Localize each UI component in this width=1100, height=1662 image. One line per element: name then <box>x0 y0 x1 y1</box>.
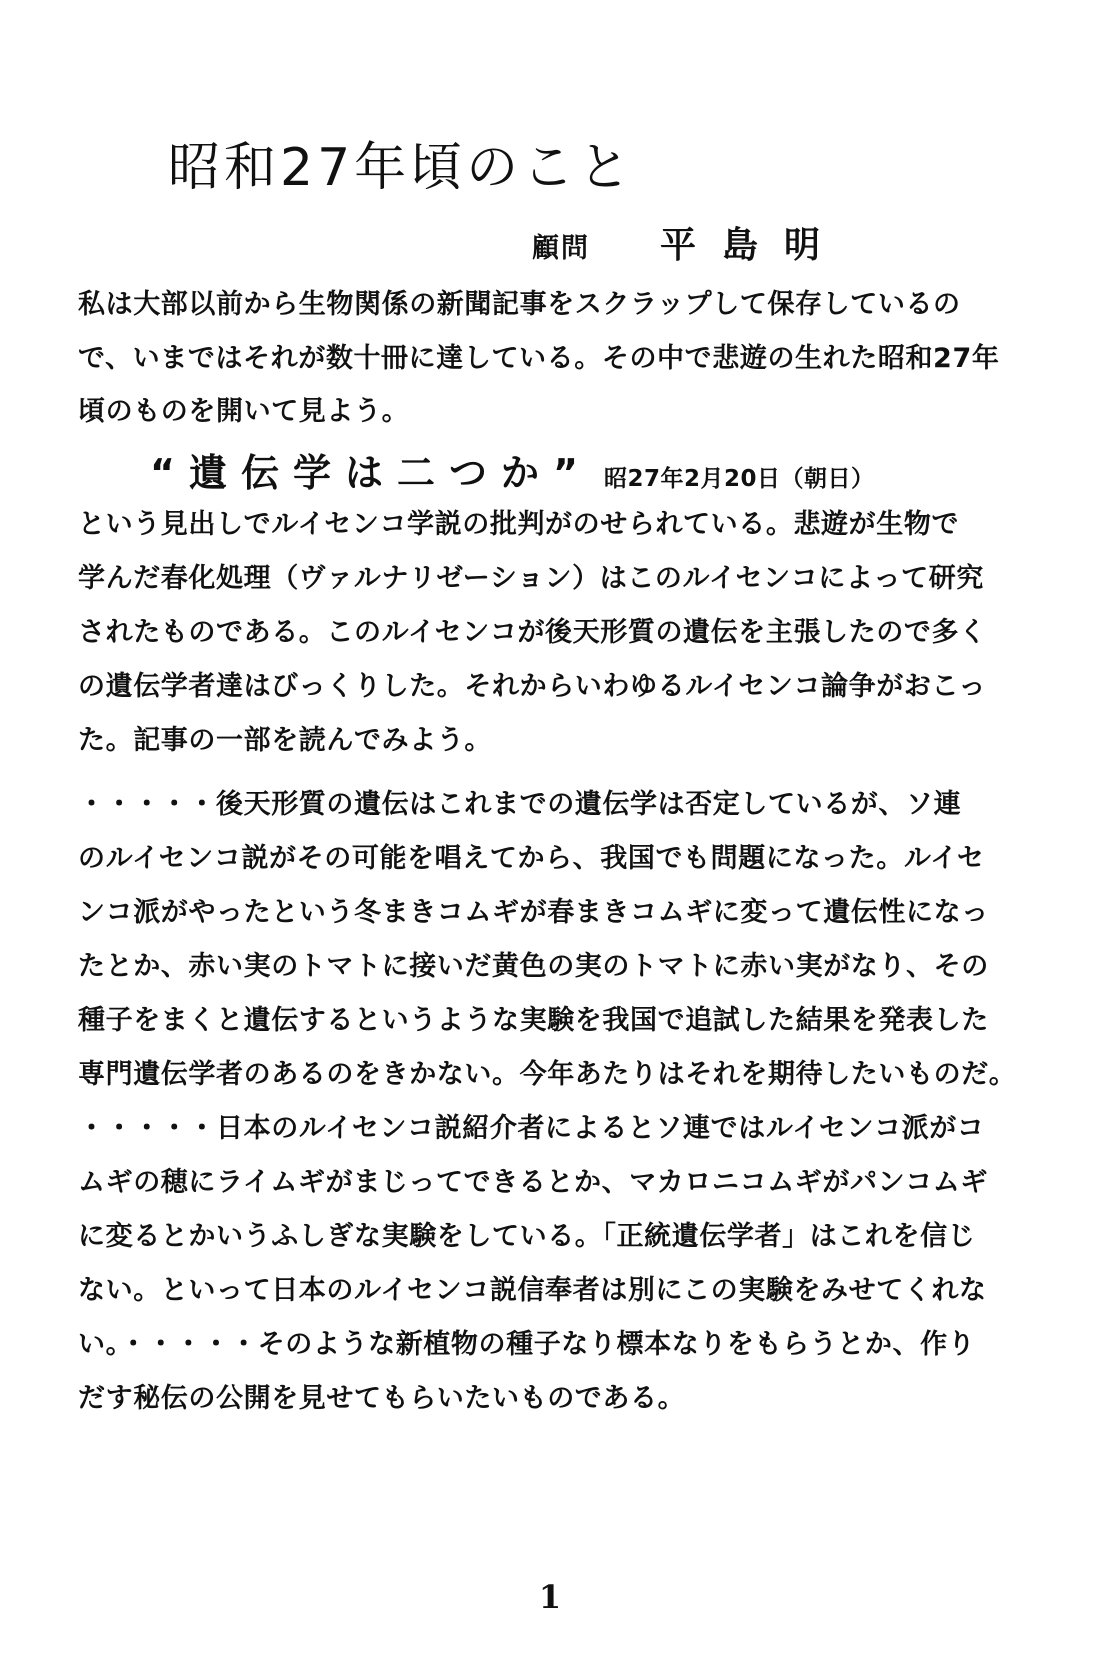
body-line: ない。といって日本のルイセンコ説信奉者は別にこの実験をみせてくれな <box>78 1275 987 1306</box>
body-line: ムギの穂にライムギがまじってできるとか、マカロニコムギがパンコムギ <box>78 1167 988 1198</box>
body-line: されたものである。このルイセンコが後天形質の遺伝を主張したので多く <box>78 617 987 648</box>
body-line: ・・・・・後天形質の遺伝はこれまでの遺伝学は否定しているが、ソ連 <box>78 789 962 820</box>
body-line: のルイセンコ説がその可能を唱えてから、我国でも問題になった。ルイセ <box>78 843 985 874</box>
body-line: という見出しでルイセンコ学説の批判がのせられている。悲遊が生物で <box>78 509 960 540</box>
headline-date: 昭27年2月20日（朝日） <box>603 466 875 492</box>
body-line: 専門遺伝学者のあるのをきかない。今年あたりはそれを期待したいものだ。 <box>78 1059 1017 1090</box>
article-title: 昭和27年頃のこと <box>168 138 635 198</box>
intro-line: 私は大部以前から生物関係の新聞記事をスクラップして保存しているの <box>78 289 961 320</box>
page-number: 1 <box>538 1578 562 1616</box>
body-line: い。・・・・・そのような新植物の種子なり標本なりをもらうとか、作り <box>78 1329 976 1360</box>
body-line: だす秘伝の公開を見せてもらいたいものである。 <box>78 1383 686 1414</box>
body-line: の遺伝学者達はびっくりした。それからいわゆるルイセンコ論争がおこっ <box>78 671 987 702</box>
byline <box>532 224 846 271</box>
author-name: 平島明 <box>660 225 847 266</box>
quoted-headline <box>150 448 874 506</box>
body-line: 種子をまくと遺伝するというような実験を我国で追試した結果を発表した <box>78 1005 989 1036</box>
body-line: たとか、赤い実のトマトに接いだ黄色の実のトマトに赤い実がなり、その <box>78 951 989 982</box>
body-line: に変るとかいうふしぎな実験をしている。「正統遺伝学者」はこれを信じ <box>78 1221 976 1252</box>
headline-text: “遺伝学は二つか” <box>150 451 592 495</box>
body-line: 学んだ春化処理（ヴァルナリゼーション）はこのルイセンコによって研究 <box>78 563 984 594</box>
author-role: 顧問 <box>532 233 590 264</box>
intro-line: で、いまではそれが数十冊に達している。その中で悲遊の生れた昭和27年 <box>78 343 1000 374</box>
body-line: ンコ派がやったという冬まきコムギが春まきコムギに変って遺伝性になっ <box>78 897 989 928</box>
body-line: た。記事の一部を読んでみよう。 <box>78 725 492 756</box>
body-line: ・・・・・日本のルイセンコ説紹介者によるとソ連ではルイセンコ派がコ <box>78 1113 985 1144</box>
intro-line: 頃のものを開いて見よう。 <box>78 396 410 427</box>
